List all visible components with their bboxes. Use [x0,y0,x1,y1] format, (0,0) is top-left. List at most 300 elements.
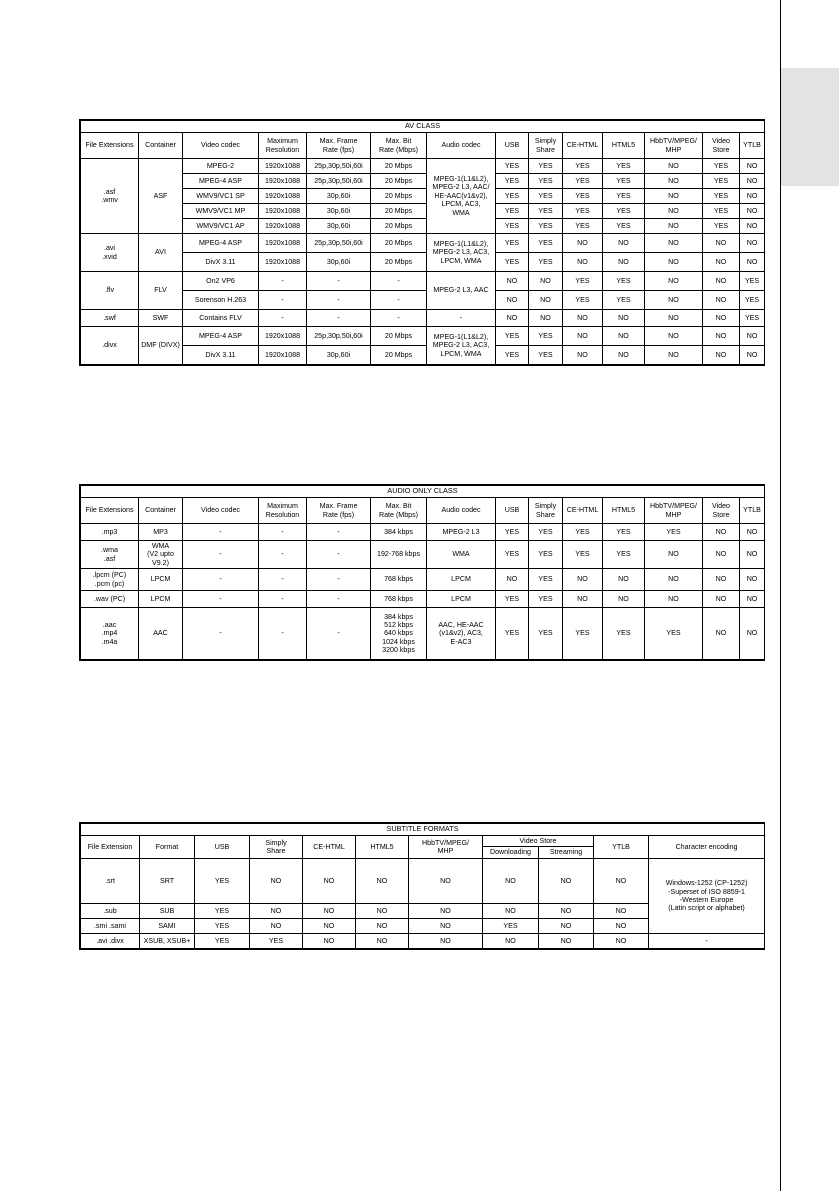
frame-rate-cell: - [307,310,371,327]
cell-line: LPCM [150,575,171,584]
video-codec-cell: MPEG-2 [183,159,259,174]
frame-rate-cell: - [307,591,371,608]
cell-line: .flv [104,286,115,295]
support-cell: YES [496,346,529,365]
hdr-line: Store [712,145,730,154]
support-cell: YES [496,219,529,234]
support-cell: YES [496,174,529,189]
support-cell: NO [496,272,529,291]
av-class-body [81,159,765,365]
resolution-cell: - [259,272,307,291]
cell-line: V9.2) [152,558,169,567]
support-cell: NO [645,219,703,234]
video-codec-cell: MPEG-4 ASP [183,174,259,189]
subtitle-cell: SRT [140,859,195,904]
support-cell: NO [703,234,740,253]
cell-line: MPEG-2 L3, AC3, [432,248,490,257]
cell-line: AAC, HE-AAC [438,620,484,629]
video-codec-cell: MPEG-4 ASP [183,234,259,253]
table-row [81,327,765,346]
cell-line: .divx [102,341,117,350]
subtitle-cell: NO [594,859,649,904]
support-cell: YES [529,234,563,253]
support-cell: YES [603,174,645,189]
support-cell: NO [563,234,603,253]
support-cell: YES [703,219,740,234]
bit-rate-cell [371,541,427,569]
col-max-resolution [259,498,307,524]
container-cell [139,541,183,569]
table-row [81,234,765,253]
subtitle-cell: SUB [140,904,195,919]
table-row [81,189,765,204]
support-cell: NO [529,291,563,310]
cell-line: 3200 kbps [382,646,415,655]
support-cell: YES [496,204,529,219]
support-cell: YES [529,174,563,189]
cell-line: MPEG-2 L3, AC3, [432,341,490,350]
video-codec-cell: WMV9/VC1 MP [183,204,259,219]
subtitle-cell: NO [356,919,409,934]
bit-rate-cell: - [371,291,427,310]
col-html5: HTML5 [356,836,409,859]
subtitle-cell: .srt [81,859,140,904]
hdr-line: Rate (Mbps) [378,510,419,519]
subtitle-cell: YES [195,934,250,949]
support-cell: NO [740,591,765,608]
frame-rate-cell: 30p,60i [307,253,371,272]
subtitle-cell: NO [250,859,303,904]
container-cell: ASF [139,159,183,234]
support-cell: YES [563,524,603,541]
subtitle-cell: NO [356,859,409,904]
file-extension-cell [81,159,139,234]
support-cell: NO [563,310,603,327]
bit-rate-cell [371,569,427,591]
col-ce-html: CE-HTML [303,836,356,859]
col-video-store [703,133,740,159]
resolution-cell: - [259,291,307,310]
hdr-line: Simply [265,838,287,847]
audio-codec-cell [427,524,496,541]
table-row [81,310,765,327]
support-cell: NO [703,310,740,327]
support-cell: NO [645,272,703,291]
file-extension-cell [81,541,139,569]
av-class-table [79,119,765,366]
support-cell: YES [740,310,765,327]
support-cell: NO [740,174,765,189]
hdr-line: Maximum [267,502,298,511]
cell-line: LPCM, AC3, [441,200,481,209]
col-container: Container [139,133,183,159]
cell-line: .mp4 [101,629,118,638]
col-file-extensions: File Extensions [81,498,139,524]
support-cell: YES [496,253,529,272]
av-class-title: AV CLASS [81,121,765,133]
support-cell: YES [563,608,603,660]
hdr-line: Maximum [267,137,298,146]
support-cell: NO [740,234,765,253]
support-cell: YES [496,524,529,541]
video-codec-cell: WMV9/VC1 SP [183,189,259,204]
bit-rate-cell: 20 Mbps [371,204,427,219]
video-codec-cell: DivX 3.11 [183,346,259,365]
video-codec-cell: - [183,569,259,591]
cell-line: .xvid [102,252,117,261]
support-cell: YES [703,204,740,219]
bit-rate-cell [371,608,427,660]
bit-rate-cell: 20 Mbps [371,159,427,174]
table-row [81,934,765,949]
file-extension-cell [81,327,139,365]
cell-line: 192-768 kbps [377,550,420,559]
col-hbbtv [645,498,703,524]
support-cell: NO [563,346,603,365]
cell-line: MPEG-1(L1&L2), [433,239,489,248]
support-cell: YES [603,159,645,174]
hdr-line: HbbTV/MPEG/ [422,838,469,847]
file-extension-cell [81,608,139,660]
col-video-store [703,498,740,524]
cell-line: LPCM, WMA [440,349,482,358]
col-ytlb: YTLB [594,836,649,859]
resolution-cell: - [259,524,307,541]
file-extension-cell [81,569,139,591]
support-cell: NO [740,219,765,234]
col-hbbtv [645,133,703,159]
subtitle-cell: .smi .sami [81,919,140,934]
resolution-cell: 1920x1088 [259,174,307,189]
hdr-line: Share [266,847,286,855]
file-extension-cell [81,272,139,310]
cell-line: - [459,313,463,322]
frame-rate-cell: 25p,30p,50i,60i [307,327,371,346]
support-cell: NO [603,569,645,591]
cell-line: 384 kbps [384,527,413,536]
bit-rate-cell: 20 Mbps [371,253,427,272]
hdr-line: MHP [665,510,682,519]
table-row [81,591,765,608]
subtitle-formats-body [81,859,765,949]
hdr-line: Video [711,502,730,511]
support-cell: NO [703,272,740,291]
subtitle-cell: NO [356,934,409,949]
support-cell: NO [740,204,765,219]
support-cell: NO [703,608,740,660]
support-cell: NO [645,174,703,189]
resolution-cell: 1920x1088 [259,159,307,174]
support-cell: NO [645,541,703,569]
col-video-store: Video Store [483,836,594,847]
audio-codec-cell [427,591,496,608]
support-cell: YES [529,541,563,569]
support-cell: YES [529,569,563,591]
video-codec-cell: DivX 3.11 [183,253,259,272]
support-cell: YES [563,291,603,310]
support-cell: NO [529,272,563,291]
cell-line: .wmv [101,196,118,204]
col-video-codec: Video codec [183,133,259,159]
cell-line: 768 kbps [384,575,413,584]
subtitle-cell: YES [195,859,250,904]
hdr-line: Resolution [265,145,300,154]
support-cell: NO [563,253,603,272]
col-ytlb: YTLB [740,133,765,159]
cell-line: .avi [103,244,116,253]
file-extension-cell [81,591,139,608]
support-cell: NO [563,591,603,608]
audio-codec-cell [427,159,496,234]
subtitle-cell: NO [483,934,539,949]
resolution-cell: 1920x1088 [259,327,307,346]
container-cell [139,608,183,660]
audio-codec-cell [427,327,496,365]
col-max-bit-rate [371,133,427,159]
container-cell [139,591,183,608]
support-cell: YES [496,189,529,204]
audio-codec-cell [427,541,496,569]
character-encoding-cell [649,859,765,934]
cell-line: (Latin script or alphabet) [668,904,745,913]
support-cell: YES [529,591,563,608]
support-cell: YES [603,272,645,291]
subtitle-cell: NO [539,859,594,904]
support-cell: YES [603,204,645,219]
subtitle-cell: SAMI [140,919,195,934]
subtitle-cell: NO [483,859,539,904]
cell-line: .mp3 [101,527,118,536]
support-cell: NO [645,253,703,272]
support-cell: YES [563,204,603,219]
frame-rate-cell: 30p,60i [307,189,371,204]
support-cell: NO [603,327,645,346]
support-cell: NO [563,569,603,591]
subtitle-cell: NO [539,919,594,934]
col-simply-share [529,498,563,524]
table-row [81,859,765,904]
subtitle-formats-table [79,822,765,950]
table-row [81,219,765,234]
subtitle-cell: NO [250,904,303,919]
subtitle-cell: NO [250,919,303,934]
cell-line: .pcm (pc) [94,579,125,588]
bit-rate-cell: 20 Mbps [371,189,427,204]
cell-line: LPCM [451,575,471,584]
support-cell: NO [740,524,765,541]
container-cell: FLV [139,272,183,310]
col-character-encoding: Character encoding [649,836,765,859]
resolution-cell: - [259,608,307,660]
support-cell: NO [645,234,703,253]
support-cell: NO [645,310,703,327]
support-cell: YES [645,608,703,660]
frame-rate-cell: 30p,60i [307,204,371,219]
col-html5: HTML5 [603,133,645,159]
bit-rate-cell: 20 Mbps [371,219,427,234]
col-max-resolution [259,133,307,159]
support-cell: NO [703,346,740,365]
video-codec-cell: - [183,591,259,608]
support-cell: YES [703,174,740,189]
support-cell: YES [603,524,645,541]
cell-line: (v1&v2), AC3, [439,629,483,638]
support-cell: NO [740,327,765,346]
cell-line: .wav (PC) [93,594,126,603]
table-row [81,272,765,291]
cell-line: WMA [151,541,170,550]
col-format: Format [140,836,195,859]
table-row [81,541,765,569]
subtitle-cell: NO [594,934,649,949]
subtitle-cell: NO [539,934,594,949]
hdr-line: Share [536,510,555,519]
cell-line: MPEG-2 L3, AAC/ [432,183,490,192]
bit-rate-cell: 20 Mbps [371,346,427,365]
video-codec-cell: - [183,524,259,541]
subtitle-cell: YES [195,919,250,934]
audio-only-title: AUDIO ONLY CLASS [81,486,765,498]
support-cell: YES [529,524,563,541]
support-cell: NO [496,291,529,310]
frame-rate-cell: - [307,291,371,310]
frame-rate-cell: 25p,30p,50i,60i [307,234,371,253]
audio-codec-cell [427,234,496,272]
support-cell: NO [740,608,765,660]
cell-line: E-AC3 [450,637,472,646]
frame-rate-cell: 30p,60i [307,219,371,234]
table-row [81,253,765,272]
subtitle-cell: NO [409,919,483,934]
hdr-line: Max. Frame [319,137,358,146]
subtitle-cell: YES [250,934,303,949]
frame-rate-cell: - [307,608,371,660]
bit-rate-cell: - [371,310,427,327]
hdr-line: Simply [534,502,557,511]
container-cell [139,569,183,591]
hdr-line: Simply [534,137,557,146]
cell-line: 1024 kbps [382,637,415,646]
file-extension-cell [81,234,139,272]
col-html5: HTML5 [603,498,645,524]
col-ce-html: CE-HTML [563,498,603,524]
cell-line: LPCM [150,594,171,603]
resolution-cell: 1920x1088 [259,219,307,234]
video-codec-cell: MPEG-4 ASP [183,327,259,346]
hdr-line: Max. Frame [319,502,358,511]
cell-line: .swf [103,313,116,322]
support-cell: NO [703,591,740,608]
file-extension-cell [81,310,139,327]
support-cell: YES [563,159,603,174]
support-cell: NO [703,327,740,346]
support-cell: NO [740,189,765,204]
hdr-line: Max. Bit [385,502,412,511]
support-cell: NO [645,189,703,204]
support-cell: YES [603,608,645,660]
col-simply-share [250,836,303,859]
audio-codec-cell [427,608,496,660]
col-ytlb: YTLB [740,498,765,524]
table-row [81,204,765,219]
audio-codec-cell [427,569,496,591]
support-cell: YES [740,272,765,291]
col-audio-codec: Audio codec [427,498,496,524]
container-cell: DMF (DIVX) [139,327,183,365]
support-cell: YES [563,272,603,291]
support-cell: NO [645,204,703,219]
subtitle-cell: .sub [81,904,140,919]
frame-rate-cell: 30p,60i [307,346,371,365]
support-cell: YES [529,189,563,204]
support-cell: NO [603,253,645,272]
support-cell: NO [529,310,563,327]
cell-line: 512 kbps [384,620,413,629]
table-row [81,608,765,660]
subtitle-cell: NO [594,919,649,934]
col-usb: USB [496,133,529,159]
support-cell: YES [563,541,603,569]
col-hbbtv [409,836,483,859]
hdr-line: MHP [437,847,454,855]
video-codec-cell: WMV9/VC1 AP [183,219,259,234]
resolution-cell: 1920x1088 [259,189,307,204]
col-audio-codec: Audio codec [427,133,496,159]
support-cell: NO [563,327,603,346]
hdr-line: MHP [665,145,682,154]
frame-rate-cell: - [307,569,371,591]
cell-line: WMA [452,208,470,217]
support-cell: YES [529,346,563,365]
resolution-cell: - [259,310,307,327]
resolution-cell: - [259,541,307,569]
subtitle-cell: NO [409,934,483,949]
support-cell: YES [603,219,645,234]
table-row [81,291,765,310]
support-cell: NO [645,346,703,365]
subtitle-formats-title: SUBTITLE FORMATS [81,824,765,836]
col-max-frame-rate [307,498,371,524]
video-codec-cell: On2 VP6 [183,272,259,291]
container-cell [139,524,183,541]
language-tab [781,68,839,186]
col-video-codec: Video codec [183,498,259,524]
col-ce-html: CE-HTML [563,133,603,159]
hdr-line: Rate (Mbps) [378,145,419,154]
support-cell: YES [496,591,529,608]
subtitle-cell: NO [483,904,539,919]
hdr-line: HbbTV/MPEG/ [650,502,697,511]
hdr-line: Resolution [265,510,300,519]
cell-line: MP3 [153,527,168,536]
cell-line: .aac [102,620,117,629]
frame-rate-cell: 25p,30p,50i,60i [307,174,371,189]
support-cell: YES [529,219,563,234]
col-max-bit-rate [371,498,427,524]
cell-line: MPEG-1(L1&L2), [433,175,489,184]
cell-line: .m4a [101,637,118,646]
subtitle-cell: NO [303,859,356,904]
hdr-line: Share [536,145,555,154]
hdr-line: Rate (fps) [322,510,355,519]
file-extension-cell [81,524,139,541]
subtitle-cell: NO [356,904,409,919]
support-cell: YES [563,174,603,189]
support-cell: NO [703,253,740,272]
subtitle-cell: NO [539,904,594,919]
subtitle-cell: NO [303,904,356,919]
cell-line: LPCM [451,594,471,603]
